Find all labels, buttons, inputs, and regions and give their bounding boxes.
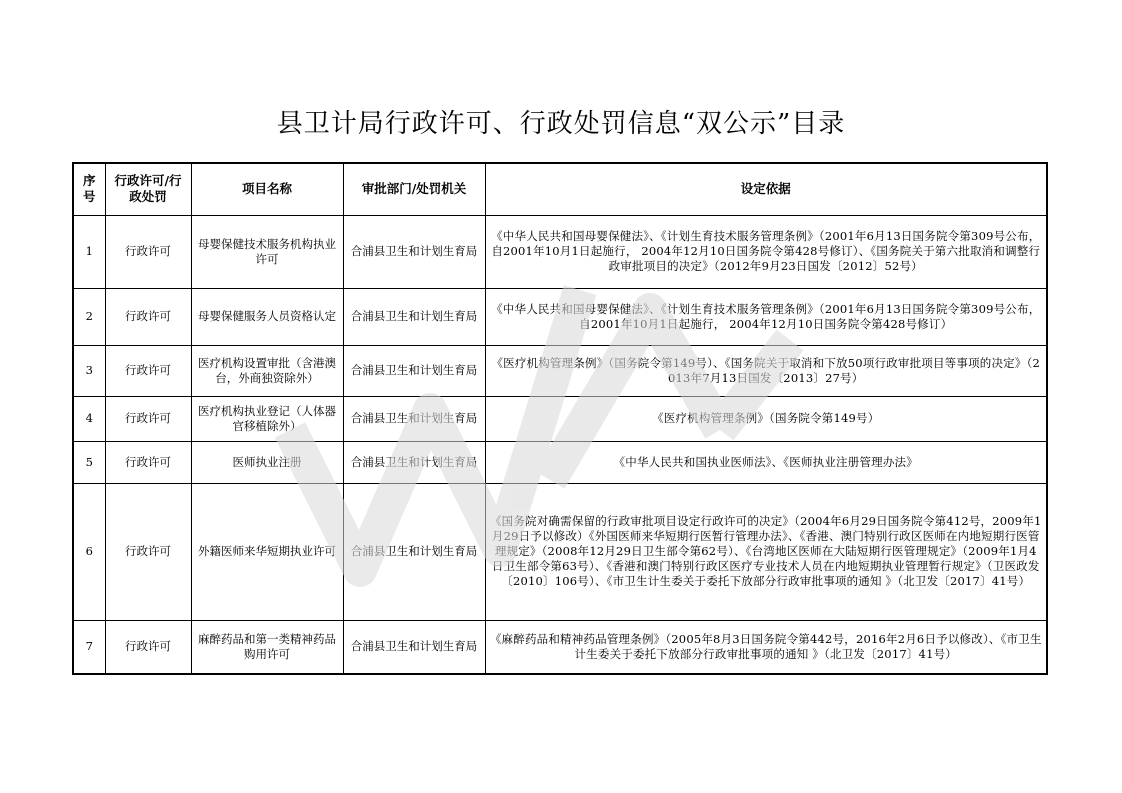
row-item: 母婴保健技术服务机构执业许可 bbox=[191, 215, 343, 288]
row-basis: 《麻醉药品和精神药品管理条例》（2005年8月3日国务院令第442号，2016年2月6日予以修改）、《市卫生计生委关于委托下放部分行政审批事项的通知 》（北卫发〔2017〕41号） bbox=[485, 620, 1047, 674]
row-item: 医师执业注册 bbox=[191, 441, 343, 483]
row-basis: 《中华人民共和国母婴保健法》、《计划生育技术服务管理条例》（2001年6月13日国务院令第309号公布，自2001年10月1日起施行， 2004年12月10日国务院令第428号修订）、《国务院关于第六批取消和调整行政审批项目的决定》（2012年9月23日国发〔2012〕52号） bbox=[485, 215, 1047, 288]
header-basis: 设定依据 bbox=[485, 163, 1047, 215]
row-no: 6 bbox=[73, 483, 105, 620]
row-dept: 合浦县卫生和计划生育局 bbox=[343, 215, 485, 288]
table-row bbox=[73, 215, 1047, 288]
row-item: 医疗机构执业登记（人体器官移植除外） bbox=[191, 396, 343, 441]
table-row bbox=[73, 288, 1047, 345]
table-row bbox=[73, 483, 1047, 620]
row-type: 行政许可 bbox=[105, 483, 191, 620]
row-item: 医疗机构设置审批（含港澳台，外商独资除外） bbox=[191, 345, 343, 396]
header-item: 项目名称 bbox=[191, 163, 343, 215]
table-row bbox=[73, 345, 1047, 396]
row-item: 外籍医师来华短期执业许可 bbox=[191, 483, 343, 620]
row-no: 2 bbox=[73, 288, 105, 345]
row-no: 7 bbox=[73, 620, 105, 674]
row-item: 母婴保健服务人员资格认定 bbox=[191, 288, 343, 345]
row-no: 4 bbox=[73, 396, 105, 441]
row-basis: 《国务院对确需保留的行政审批项目设定行政许可的决定》（2004年6月29日国务院令第412号，2009年1月29日予以修改）《外国医师来华短期行医暂行管理办法》、《香港、澳门特别行政区医师在内地短期行医管理规定》（2008年12月29日卫生部令第62号）、《台湾地区医师在大陆短期行医管理规定》（2009年1月4日卫生部令第63号）、《香港和澳门特别行政区医疗专业技术人员在内地短期执业管理暂行规定》（卫医政发〔2010〕106号）、《市卫生计生委关于委托下放部分行政审批事项的通知 》（北卫发〔2017〕41号） bbox=[485, 483, 1047, 620]
row-type: 行政许可 bbox=[105, 215, 191, 288]
table-row bbox=[73, 620, 1047, 674]
row-item: 麻醉药品和第一类精神药品购用许可 bbox=[191, 620, 343, 674]
row-no: 3 bbox=[73, 345, 105, 396]
header-type: 行政许可/行政处罚 bbox=[105, 163, 191, 215]
row-dept: 合浦县卫生和计划生育局 bbox=[343, 483, 485, 620]
row-type: 行政许可 bbox=[105, 441, 191, 483]
row-basis: 《中华人民共和国母婴保健法》、《计划生育技术服务管理条例》（2001年6月13日国务院令第309号公布，自2001年10月1日起施行， 2004年12月10日国务院令第428号修订） bbox=[485, 288, 1047, 345]
table-row bbox=[73, 441, 1047, 483]
header-no: 序号 bbox=[73, 163, 105, 215]
row-dept: 合浦县卫生和计划生育局 bbox=[343, 288, 485, 345]
row-basis: 《中华人民共和国执业医师法》、《医师执业注册管理办法》 bbox=[485, 441, 1047, 483]
row-type: 行政许可 bbox=[105, 288, 191, 345]
row-dept: 合浦县卫生和计划生育局 bbox=[343, 620, 485, 674]
table-row bbox=[73, 396, 1047, 441]
row-basis: 《医疗机构管理条例》（国务院令第149号） bbox=[485, 396, 1047, 441]
row-dept: 合浦县卫生和计划生育局 bbox=[343, 441, 485, 483]
row-dept: 合浦县卫生和计划生育局 bbox=[343, 396, 485, 441]
row-no: 5 bbox=[73, 441, 105, 483]
page-title: 县卫计局行政许可、行政处罚信息“双公示”目录 bbox=[276, 109, 846, 139]
row-basis: 《医疗机构管理条例》（国务院令第149号）、《国务院关于取消和下放50项行政审批项目等事项的决定》（2013年7月13日国发〔2013〕27号） bbox=[485, 345, 1047, 396]
row-no: 1 bbox=[73, 215, 105, 288]
row-type: 行政许可 bbox=[105, 396, 191, 441]
header-dept: 审批部门/处罚机关 bbox=[343, 163, 485, 215]
row-type: 行政许可 bbox=[105, 620, 191, 674]
table-header-row bbox=[73, 163, 1047, 215]
row-type: 行政许可 bbox=[105, 345, 191, 396]
catalog-table bbox=[72, 162, 1048, 675]
row-dept: 合浦县卫生和计划生育局 bbox=[343, 345, 485, 396]
